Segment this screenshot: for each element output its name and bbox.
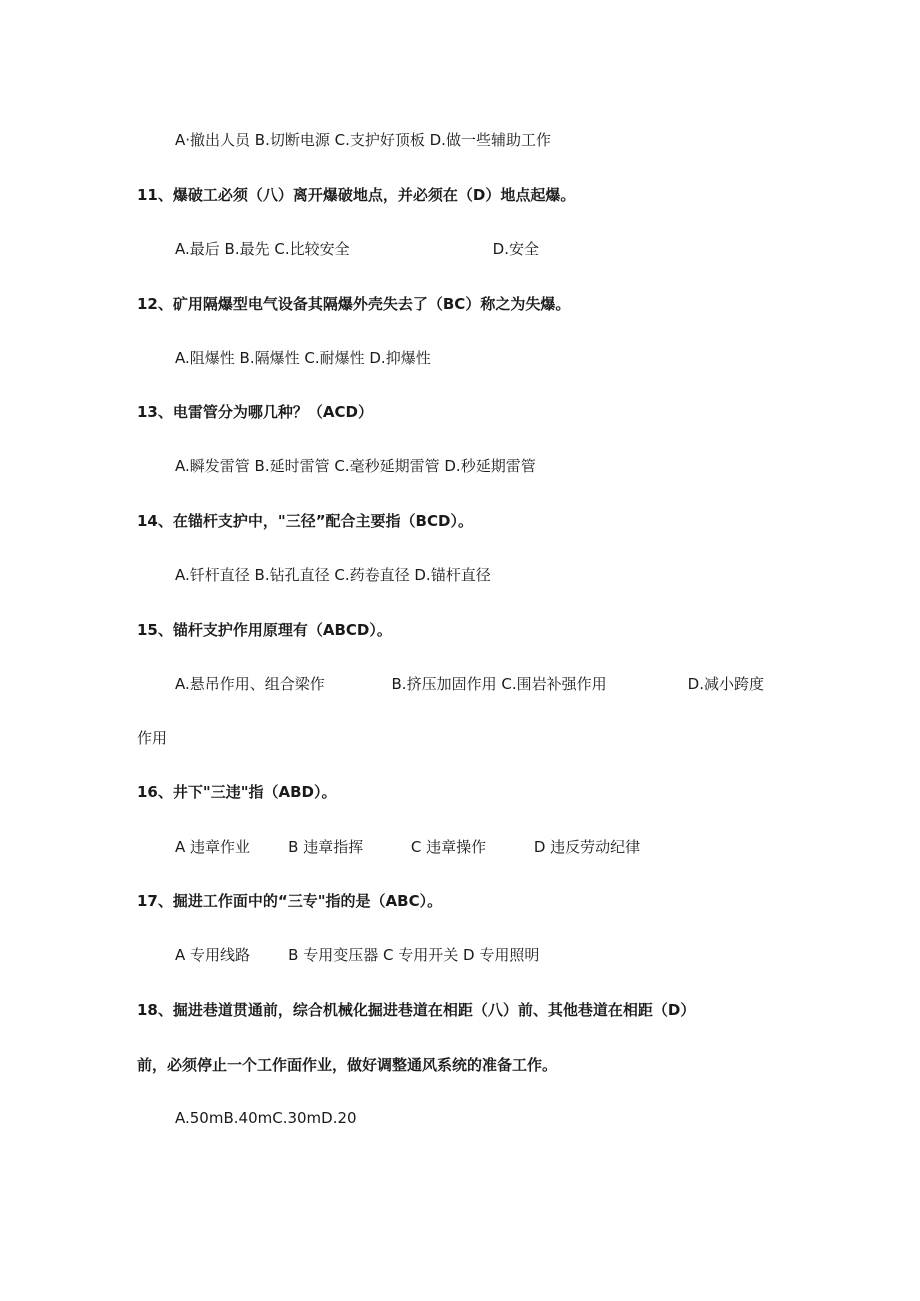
question-16: 16、井下"三违"指（ABD）。: [137, 783, 337, 801]
answer-options-18: A.50mB.40mC.30mD.20: [175, 1109, 357, 1127]
answer-options-17: A 专用线路 B 专用变压器 C 专用开关 D 专用照明: [175, 946, 540, 964]
question-18: 18、掘进巷道贯通前，综合机械化掘进巷道在相距（八）前、其他巷道在相距（D）: [137, 1001, 696, 1019]
answer-options-14: A.钎杆直径 B.钻孔直径 C.药卷直径 D.锚杆直径: [175, 566, 491, 584]
question-12: 12、矿用隔爆型电气设备其隔爆外壳失去了（BC）称之为失爆。: [137, 295, 571, 313]
question-15: 15、锚杆支护作用原理有（ABCD）。: [137, 621, 392, 639]
question-11: 11、爆破工必须（八）离开爆破地点，并必须在（D）地点起爆。: [137, 186, 576, 204]
question-14: 14、在锚杆支护中，"三径”配合主要指（BCD）。: [137, 512, 473, 530]
answer-options-10: A·撤出人员 B.切断电源 C.支护好顶板 D.做一些辅助工作: [175, 131, 551, 149]
answer-options-16: A 违章作业 B 违章指挥 C 违章操作 D 违反劳动纪律: [175, 838, 641, 856]
answer-options-15: A.悬吊作用、组合梁作 B.挤压加固作用 C.围岩补强作用 D.减小跨度: [175, 675, 764, 693]
answer-options-15-continuation: 作用: [137, 729, 168, 747]
question-13: 13、电雷管分为哪几种？（ACD）: [137, 403, 373, 421]
answer-options-11: A.最后 B.最先 C.比较安全 D.安全: [175, 240, 539, 258]
question-18-continuation: 前，必须停止一个工作面作业，做好调整通风系统的准备工作。: [137, 1056, 558, 1074]
question-17: 17、掘进工作面中的“三专"指的是（ABC）。: [137, 892, 443, 910]
answer-options-13: A.瞬发雷管 B.延时雷管 C.毫秒延期雷管 D.秒延期雷管: [175, 457, 536, 475]
answer-options-12: A.阻爆性 B.隔爆性 C.耐爆性 D.抑爆性: [175, 349, 431, 367]
